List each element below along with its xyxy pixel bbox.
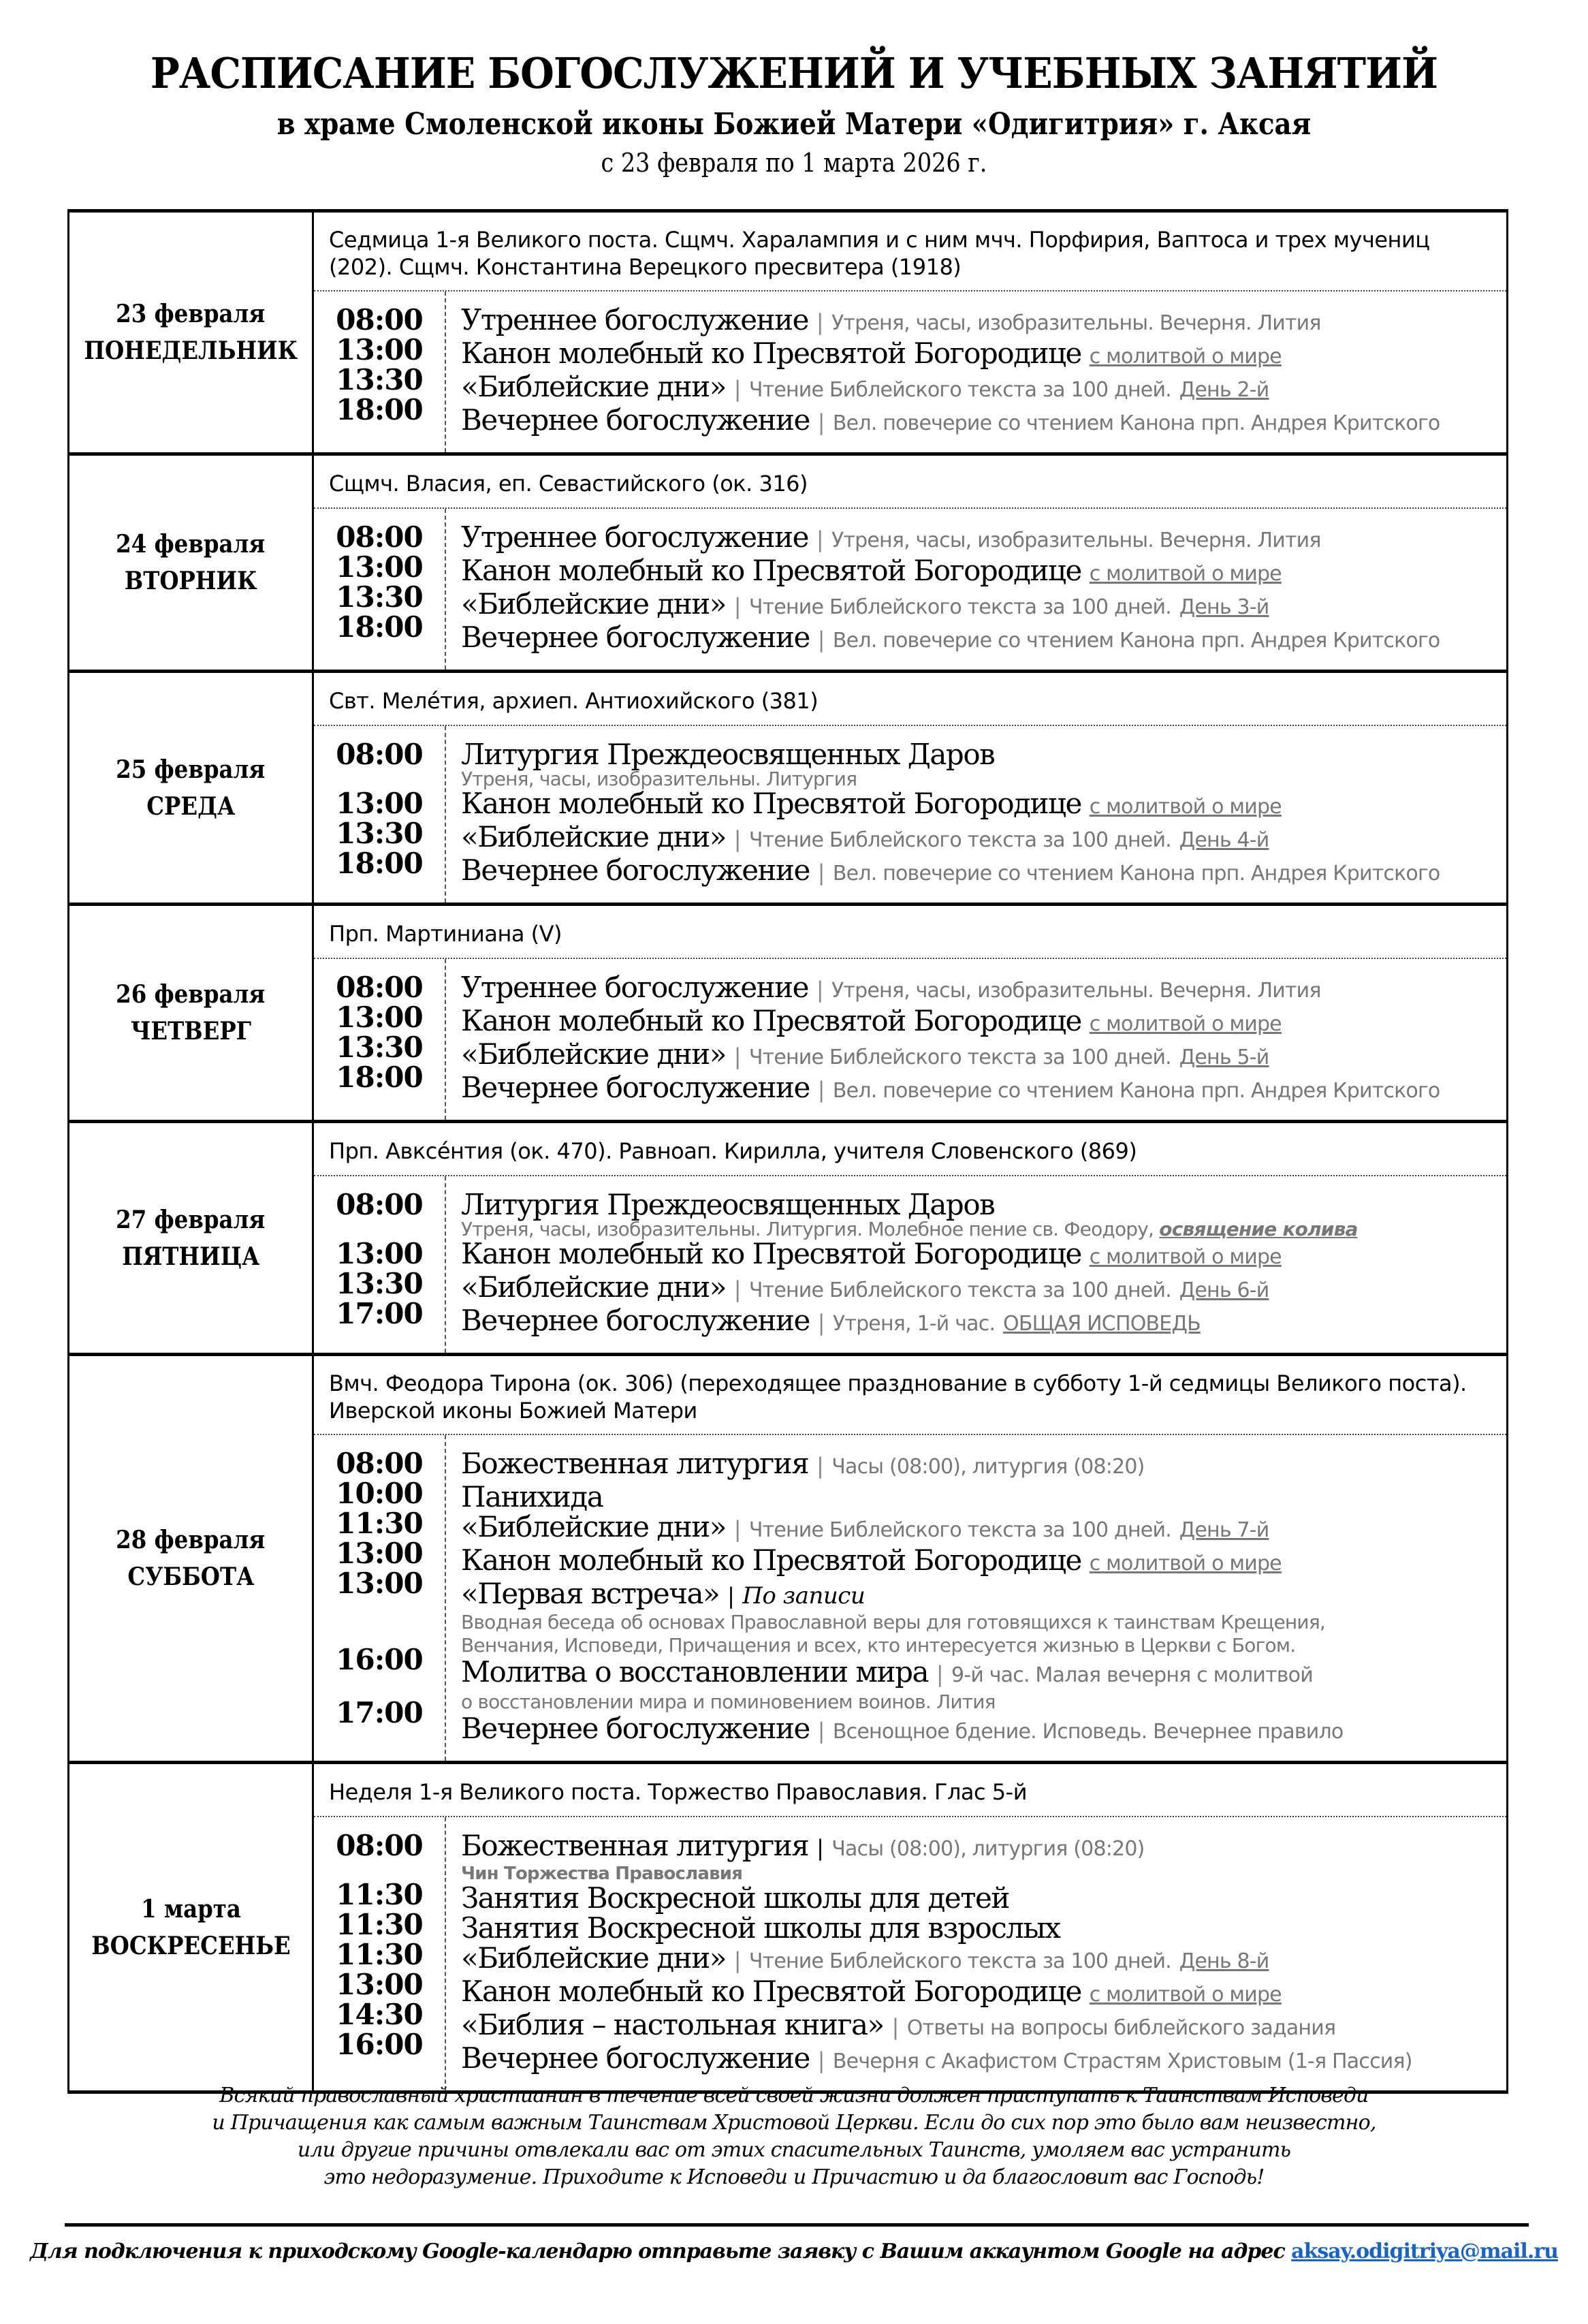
spacer — [314, 1599, 445, 1645]
service-event — [461, 556, 1506, 589]
service-time: 17:00 — [336, 1696, 423, 1729]
day-date: 24 февраля — [116, 530, 266, 559]
service-name: Вечернее богослужение — [461, 1712, 810, 1745]
service-name: Утреннее богослужение — [461, 520, 808, 554]
day-row — [69, 906, 1506, 1123]
day-label — [69, 213, 314, 452]
service-time: 18:00 — [336, 393, 423, 426]
service-event — [461, 2043, 1506, 2077]
separator: | — [817, 860, 825, 885]
service-time: 13:00 — [336, 1237, 423, 1270]
service-time: 17:00 — [336, 1297, 423, 1330]
service-event — [461, 1831, 1506, 1864]
service-event — [461, 623, 1506, 656]
service-name: «Библейские дни» — [461, 1037, 726, 1071]
service-name: Вечернее богослужение — [461, 621, 810, 654]
day-row — [69, 1356, 1506, 1764]
service-note: Чтение Библейского текста за 100 дней. — [748, 1278, 1171, 1302]
service-event — [461, 855, 1506, 889]
day-row — [69, 456, 1506, 673]
service-note: Вечерня с Акафистом Страстям Христовым (1-я Пассия) — [832, 2050, 1412, 2073]
contact-text: Для подключения к приходскому Google-календарю отправьте заявку с Вашим аккаунтом Google на адрес — [30, 2240, 1285, 2263]
koliva-link[interactable]: освящение колива — [1159, 1218, 1358, 1240]
day-label — [69, 1356, 314, 1761]
service-time: 16:00 — [336, 2028, 423, 2061]
service-event — [461, 1039, 1506, 1073]
separator: | — [733, 826, 742, 852]
separator: | — [817, 1718, 825, 1744]
service-time: 13:00 — [336, 1001, 423, 1034]
events-column — [446, 726, 1506, 902]
separator: | — [816, 1453, 824, 1479]
service-name: «Библейские дни» — [461, 370, 726, 403]
service-event — [461, 1190, 1506, 1220]
times-column — [314, 509, 446, 670]
service-note: Утреня, часы, изобразительны. Вечерня. Лития — [831, 311, 1321, 335]
service-name: Канон молебный ко Пресвятой Богородице — [461, 1975, 1081, 2008]
service-event — [461, 1943, 1506, 1977]
service-name: «Библия – настольная книга» — [461, 2008, 884, 2041]
service-time: 08:00 — [336, 738, 423, 771]
separator: | — [733, 1947, 742, 1973]
service-time: 16:00 — [336, 1643, 423, 1676]
service-subnote: Венчания, Исповеди, Причащения и всех, кто интересуется жизнью в Церкви с Богом. — [461, 1634, 1296, 1656]
service-name: Канон молебный ко Пресвятой Богородице — [461, 787, 1081, 820]
service-note: 9-й час. Малая вечерня с молитвой — [951, 1663, 1313, 1687]
service-note: Чтение Библейского текста за 100 дней. — [748, 595, 1171, 619]
service-time: 13:00 — [336, 1537, 423, 1570]
day-date: 25 февраля — [116, 755, 266, 784]
service-event — [461, 1482, 1506, 1512]
day-label — [69, 456, 314, 670]
date-range: с 23 февраля по 1 марта 2026 г. — [601, 148, 987, 178]
services — [314, 509, 1506, 670]
service-event — [461, 740, 1506, 770]
service-name: Панихида — [461, 1480, 603, 1513]
bible-day-link[interactable]: День 2-й — [1179, 378, 1269, 402]
service-name: «Библейские дни» — [461, 587, 726, 621]
separator: | — [817, 2047, 825, 2073]
day-date: 27 февраля — [116, 1205, 266, 1234]
service-time: 10:00 — [336, 1477, 423, 1510]
bible-day-link[interactable]: День 7-й — [1179, 1518, 1269, 1542]
service-name: Утреннее богослужение — [461, 303, 808, 336]
footer-contact — [0, 2240, 1588, 2263]
times-column — [314, 292, 446, 452]
service-event — [461, 1306, 1506, 1339]
day-body — [314, 673, 1506, 902]
day-date: 26 февраля — [116, 980, 266, 1009]
service-time: 13:00 — [336, 1567, 423, 1600]
service-name: Канон молебный ко Пресвятой Богородице — [461, 336, 1081, 370]
service-name: Канон молебный ко Пресвятой Богородице — [461, 1543, 1081, 1577]
services — [314, 1435, 1506, 1761]
service-time: 08:00 — [336, 1829, 423, 1862]
service-note: Вел. повечерие со чтением Канона прп. Андрея Критского — [832, 862, 1440, 885]
service-name: «Библейские дни» — [461, 1270, 726, 1304]
times-column — [314, 1817, 446, 2090]
service-subnote: Чин Торжества Православия — [461, 1864, 743, 1884]
service-name: Утреннее богослужение — [461, 971, 808, 1004]
service-link[interactable]: с молитвой о мире — [1089, 1552, 1282, 1575]
services — [314, 959, 1506, 1120]
separator: | — [816, 527, 824, 552]
service-event — [461, 1073, 1506, 1106]
service-name: Вечернее богослужение — [461, 403, 810, 437]
times-column — [314, 1176, 446, 1353]
times-column — [314, 1435, 446, 1761]
day-weekday: ПЯТНИЦА — [121, 1242, 260, 1271]
events-column — [446, 1817, 1506, 2090]
service-name: Божественная литургия — [461, 1829, 809, 1862]
day-row — [69, 213, 1506, 456]
service-note: Утреня, 1-й час. — [832, 1312, 996, 1336]
service-name: Божественная литургия — [461, 1447, 809, 1480]
service-link[interactable]: с молитвой о мире — [1089, 345, 1282, 368]
separator: | — [817, 1310, 825, 1336]
bible-day-link[interactable]: День 5-й — [1179, 1046, 1269, 1069]
service-note: Чтение Библейского текста за 100 дней. — [748, 1518, 1171, 1542]
service-name: Вечернее богослужение — [461, 1304, 810, 1337]
saint-commemoration: Прп. Авксе́нтия (ок. 470). Равноап. Кирилла, учителя Словенского (869) — [314, 1123, 1506, 1176]
separator: | — [733, 593, 742, 619]
saint-commemoration: Седмица 1-я Великого поста. Сщмч. Харалампия и с ним мчч. Порфирия, Ваптоса и трех мучениц (202). Сщмч. Константина Верецкого пресвитера (1918) — [314, 213, 1506, 292]
bible-day-link[interactable]: День 4-й — [1179, 828, 1269, 852]
saint-commemoration: Неделя 1-я Великого поста. Торжество Православия. Глас 5-й — [314, 1764, 1506, 1817]
day-body — [314, 213, 1506, 452]
service-event — [461, 522, 1506, 556]
service-name: Канон молебный ко Пресвятой Богородице — [461, 554, 1081, 587]
exhortation-line: или другие причины отвлекали вас от этих спасительных Таинств, умоляем вас устранить — [297, 2138, 1291, 2162]
service-name: Занятия Воскресной школы для взрослых — [461, 1911, 1060, 1945]
service-event — [461, 1512, 1506, 1545]
service-link[interactable]: с молитвой о мире — [1089, 562, 1282, 586]
day-row — [69, 1764, 1506, 2094]
separator: | — [733, 1516, 742, 1542]
footer-exhortation — [0, 2082, 1588, 2191]
day-body — [314, 906, 1506, 1120]
saint-commemoration: Прп. Мартиниана (V) — [314, 906, 1506, 959]
service-time: 08:00 — [336, 971, 423, 1004]
times-column — [314, 726, 446, 902]
service-time: 18:00 — [336, 1061, 423, 1094]
service-event — [461, 1579, 1506, 1611]
service-time: 13:00 — [336, 550, 423, 584]
day-label — [69, 673, 314, 902]
service-name: Литургия Преждеосвященных Даров — [461, 1188, 995, 1221]
services — [314, 1176, 1506, 1353]
events-column — [446, 1435, 1506, 1761]
service-event — [461, 789, 1506, 822]
service-event — [461, 1449, 1506, 1482]
times-column — [314, 959, 446, 1120]
spacer — [314, 1220, 445, 1239]
subnote-text: Утреня, часы, изобразительны. Литургия. Молебное пение св. Феодору, — [461, 1218, 1154, 1240]
footer-divider — [65, 2223, 1529, 2227]
service-note: Утреня, часы, изобразительны. Вечерня. Лития — [831, 529, 1321, 552]
service-time: 08:00 — [336, 303, 423, 336]
registration-note: По записи — [742, 1582, 866, 1609]
service-time: 13:00 — [336, 787, 423, 820]
service-note: Чтение Библейского текста за 100 дней. — [748, 1949, 1171, 1973]
service-event — [461, 973, 1506, 1006]
day-date: 28 февраля — [116, 1526, 266, 1554]
service-name: Канон молебный ко Пресвятой Богородице — [461, 1237, 1081, 1270]
service-link[interactable]: с молитвой о мире — [1089, 1012, 1282, 1036]
service-event — [461, 405, 1506, 439]
service-time: 13:30 — [336, 1267, 423, 1300]
exhortation-line: и Причащения как самым важным Таинствам Христовой Церкви. Если до сих пор это было вам неизвестно, — [212, 2111, 1376, 2135]
email-link[interactable]: aksay.odigitriya@mail.ru — [1291, 2240, 1558, 2263]
service-time: 14:30 — [336, 1998, 423, 2031]
service-event — [461, 1913, 1506, 1943]
service-note: Всенощное бдение. Исповедь. Вечернее правило — [832, 1720, 1344, 1744]
service-name: «Первая встреча» — [461, 1577, 720, 1610]
service-event — [461, 1006, 1506, 1039]
saint-commemoration: Сщмч. Власия, еп. Севастийского (ок. 316) — [314, 456, 1506, 509]
confession-link[interactable]: ОБЩАЯ ИСПОВЕДЬ — [1003, 1312, 1201, 1336]
page-header — [0, 46, 1588, 180]
service-event — [461, 305, 1506, 339]
service-note: Чтение Библейского текста за 100 дней. — [748, 1046, 1171, 1069]
day-label — [69, 1764, 314, 2090]
service-subnote — [461, 1220, 1506, 1239]
day-weekday: СУББОТА — [127, 1563, 255, 1591]
service-time: 08:00 — [336, 1447, 423, 1480]
service-name: Вечернее богослужение — [461, 1071, 810, 1104]
service-time: 13:30 — [336, 363, 423, 396]
service-note: Вел. повечерие со чтением Канона прп. Андрея Критского — [832, 1079, 1440, 1103]
separator: | — [817, 409, 825, 435]
service-link[interactable]: с молитвой о мире — [1089, 795, 1282, 819]
day-weekday: ВТОРНИК — [124, 567, 257, 595]
day-label — [69, 906, 314, 1120]
service-note: Вел. повечерие со чтением Канона прп. Андрея Критского — [832, 629, 1440, 653]
separator: | — [733, 1276, 742, 1302]
day-body — [314, 456, 1506, 670]
service-subnote: о восстановлении мира и поминовением воинов. Лития — [461, 1691, 996, 1713]
day-row — [69, 1123, 1506, 1356]
page-title: РАСПИСАНИЕ БОГОСЛУЖЕНИЙ И УЧЕБНЫХ ЗАНЯТИЙ — [150, 48, 1438, 98]
service-time: 08:00 — [336, 520, 423, 554]
service-event — [461, 372, 1506, 405]
separator: | — [816, 309, 824, 335]
service-time: 13:00 — [336, 1968, 423, 2001]
services — [314, 292, 1506, 452]
day-row — [69, 673, 1506, 906]
service-subnote: Утреня, часы, изобразительны. Литургия — [461, 768, 857, 790]
service-time: 18:00 — [336, 847, 423, 880]
events-column — [446, 509, 1506, 670]
bible-day-link[interactable]: День 6-й — [1179, 1278, 1269, 1302]
spacer — [314, 770, 445, 789]
service-name: Вечернее богослужение — [461, 853, 810, 887]
service-name: «Библейские дни» — [461, 820, 726, 853]
bible-day-link[interactable]: День 3-й — [1179, 595, 1269, 619]
separator: | — [733, 376, 742, 402]
service-note: Чтение Библейского текста за 100 дней. — [748, 378, 1171, 402]
separator: | — [727, 1583, 735, 1609]
service-event — [461, 336, 1506, 372]
service-time: 18:00 — [336, 610, 423, 644]
service-note: Утреня, часы, изобразительны. Вечерня. Лития — [831, 979, 1321, 1003]
service-event — [461, 1239, 1506, 1272]
schedule-table — [67, 209, 1508, 2094]
service-note: Часы (08:00), литургия (08:20) — [831, 1455, 1145, 1479]
service-name: Вечернее богослужение — [461, 2041, 810, 2075]
separator: | — [936, 1661, 944, 1687]
events-column — [446, 959, 1506, 1120]
separator: | — [816, 1835, 824, 1861]
service-time: 13:30 — [336, 817, 423, 850]
service-name: Канон молебный ко Пресвятой Богородице — [461, 1004, 1081, 1037]
day-weekday: СРЕДА — [146, 791, 236, 821]
service-time: 11:30 — [336, 1908, 423, 1941]
spacer — [314, 1675, 445, 1698]
service-time: 11:30 — [336, 1938, 423, 1971]
service-name: Литургия Преждеосвященных Даров — [461, 738, 995, 771]
service-note: Вел. повечерие со чтением Канона прп. Андрея Критского — [832, 411, 1440, 435]
service-name: Молитва о восстановлении мира — [461, 1655, 929, 1689]
day-weekday: ВОСКРЕСЕНЬЕ — [91, 1931, 291, 1960]
exhortation-line: Всякий православный христианин в течение всей своей жизни должен приступать к Таинствам Исповеди — [219, 2084, 1369, 2107]
service-event — [461, 1883, 1506, 1913]
service-time: 13:30 — [336, 580, 423, 614]
service-time: 11:30 — [336, 1507, 423, 1540]
service-event — [461, 589, 1506, 623]
bible-day-link[interactable]: День 8-й — [1179, 1949, 1269, 1973]
saint-commemoration: Вмч. Феодора Тирона (ок. 306) (переходящее празднование в субботу 1-й седмицы Великого поста). Иверской иконы Божией Матери — [314, 1356, 1506, 1435]
spacer — [314, 1861, 445, 1880]
service-event — [461, 1545, 1506, 1579]
service-event — [461, 1272, 1506, 1306]
saint-commemoration: Свт. Меле́тия, архиеп. Антиохийского (381) — [314, 673, 1506, 726]
services — [314, 726, 1506, 902]
events-column — [446, 1176, 1506, 1353]
service-name: «Библейские дни» — [461, 1510, 726, 1543]
service-event — [461, 1977, 1506, 2010]
day-date: 23 февраля — [116, 300, 266, 328]
service-event — [461, 1657, 1506, 1691]
exhortation-line: это недоразумение. Приходите к Исповеди и Причастию и да благословит вас Господь! — [323, 2165, 1265, 2189]
day-body — [314, 1123, 1506, 1353]
service-event — [461, 1714, 1506, 1747]
day-weekday: ЧЕТВЕРГ — [130, 1017, 251, 1046]
service-time: 08:00 — [336, 1188, 423, 1221]
service-time: 13:00 — [336, 333, 423, 366]
service-name: «Библейские дни» — [461, 1941, 726, 1975]
service-event — [461, 822, 1506, 855]
service-note: Ответы на вопросы библейского задания — [906, 2016, 1336, 2040]
page-subtitle: в храме Смоленской иконы Божией Матери «Одигитрия» г. Аксая — [276, 107, 1312, 142]
service-name: Занятия Воскресной школы для детей — [461, 1881, 1009, 1915]
separator: | — [817, 627, 825, 653]
separator: | — [817, 1077, 825, 1103]
day-label — [69, 1123, 314, 1353]
service-time: 11:30 — [336, 1878, 423, 1911]
day-date: 1 марта — [140, 1894, 241, 1923]
service-note: Часы (08:00), литургия (08:20) — [831, 1837, 1145, 1861]
service-note: Чтение Библейского текста за 100 дней. — [748, 828, 1171, 852]
service-subnote: Вводная беседа об основах Православной веры для готовящихся к таинствам Крещения, — [461, 1611, 1325, 1633]
separator: | — [891, 2014, 899, 2040]
service-time: 13:30 — [336, 1031, 423, 1064]
separator: | — [816, 977, 824, 1003]
service-event — [461, 2010, 1506, 2043]
separator: | — [733, 1043, 742, 1069]
services — [314, 1817, 1506, 2090]
day-weekday: ПОНЕДЕЛЬНИК — [84, 336, 298, 365]
events-column — [446, 292, 1506, 452]
service-link[interactable]: с молитвой о мире — [1089, 1245, 1282, 1269]
day-body — [314, 1764, 1506, 2090]
service-link[interactable]: с молитвой о мире — [1089, 1983, 1282, 2007]
day-body — [314, 1356, 1506, 1761]
